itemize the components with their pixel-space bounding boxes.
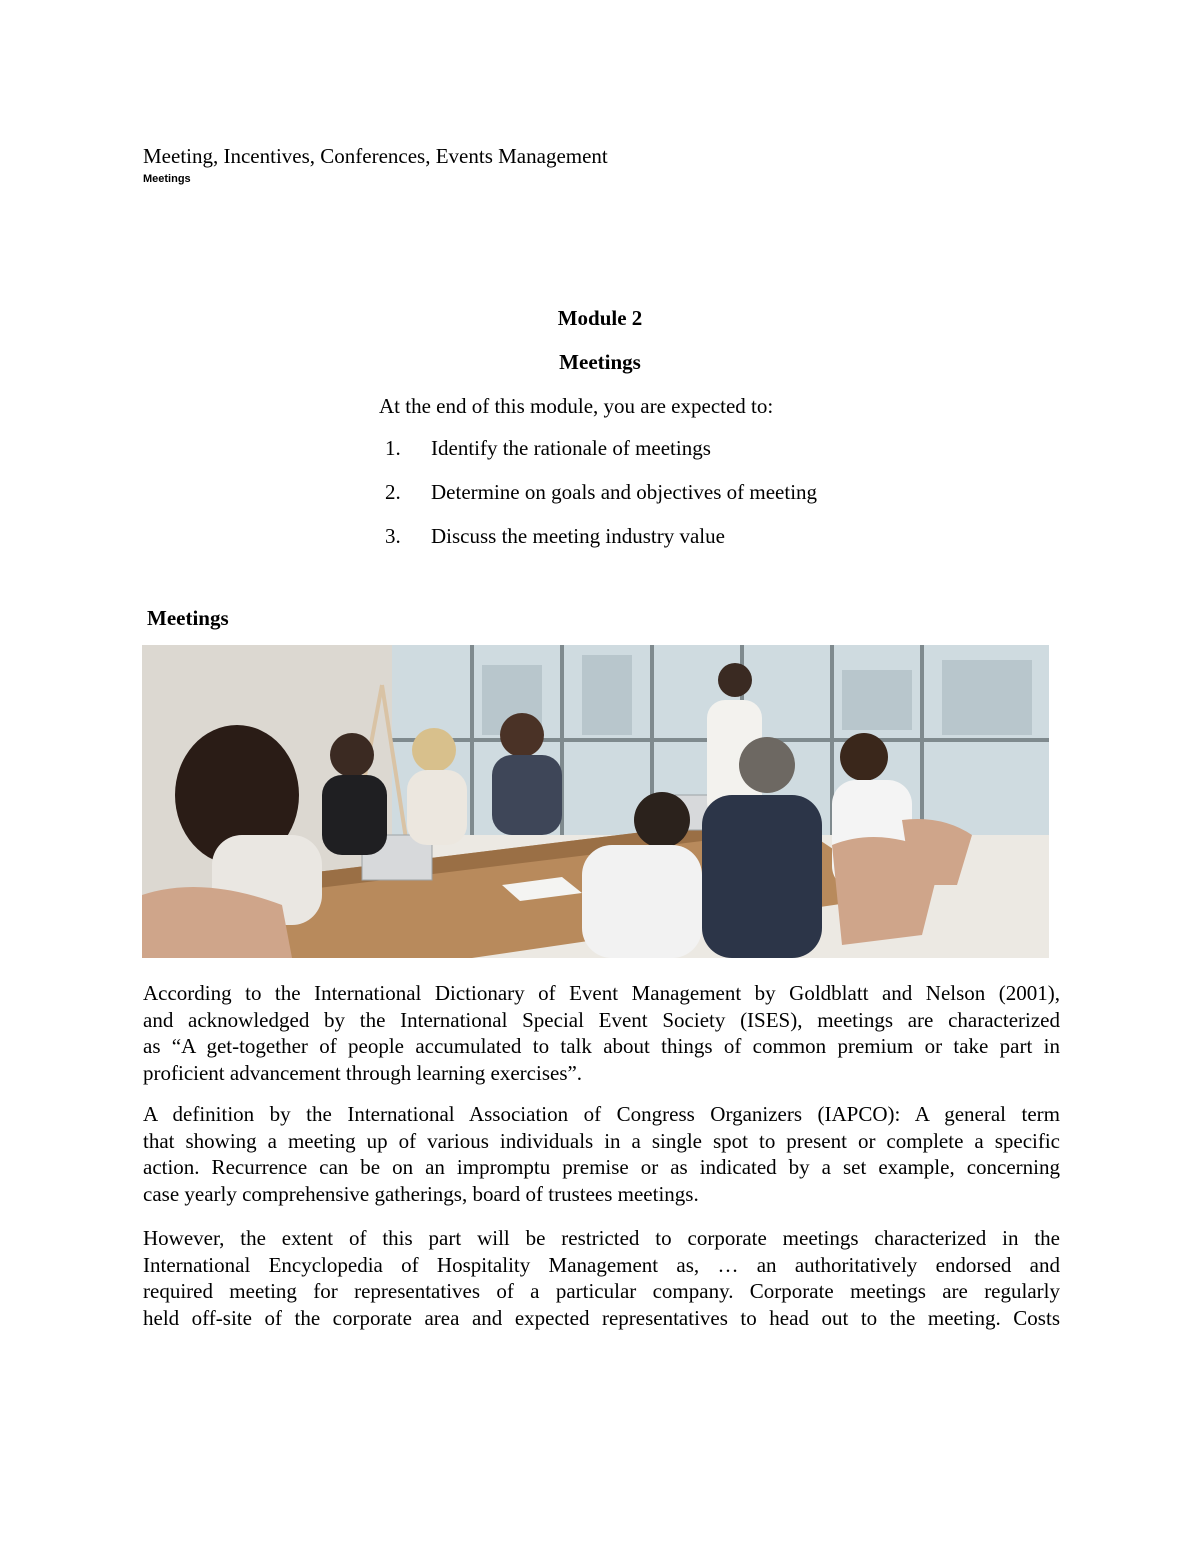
paragraph-definition-iapco xyxy=(143,1101,1060,1207)
text-line: proficient advancement through learning exercises”. xyxy=(143,1060,583,1085)
text-line: held off-site of the corporate area and expected representatives to head out to the meeting. Costs xyxy=(143,1305,1060,1330)
header-subtitle: Meetings xyxy=(143,173,191,185)
objectives-intro: At the end of this module, you are expected to: xyxy=(379,394,774,418)
objective-item xyxy=(385,479,817,523)
text-line: International Encyclopedia of Hospitality Management as, … an authoritatively endorsed and xyxy=(143,1252,1060,1277)
module-title: Meetings xyxy=(559,350,641,374)
objective-number: 3. xyxy=(385,524,401,548)
objective-number: 2. xyxy=(385,480,401,504)
text-line: as “A get-together of people accumulated to talk about things of common premium or take part in xyxy=(143,1034,1060,1058)
meeting-photo xyxy=(142,645,1049,958)
section-heading: Meetings xyxy=(147,606,229,630)
paragraph-corporate-meetings xyxy=(143,1225,1060,1331)
objective-item xyxy=(385,435,817,479)
text-line: required meeting for representatives of a particular company. Corporate meetings are regularly xyxy=(143,1279,1060,1303)
text-line: According to the International Dictionary of Event Management by Goldblatt and Nelson (2001), xyxy=(143,981,1060,1005)
objective-item xyxy=(385,523,817,567)
text-line: action. Recurrence can be on an impromptu premise or as indicated by a set example, concerning xyxy=(143,1155,1060,1179)
objectives-list xyxy=(385,435,817,567)
objective-number: 1. xyxy=(385,436,401,460)
objective-text: Discuss the meeting industry value xyxy=(431,524,725,548)
objective-text: Identify the rationale of meetings xyxy=(431,436,711,460)
text-line: case yearly comprehensive gatherings, board of trustees meetings. xyxy=(143,1181,699,1206)
paragraph-definition-goldblatt xyxy=(143,980,1060,1086)
text-line: A definition by the International Association of Congress Organizers (IAPCO): A general term xyxy=(143,1102,1060,1126)
module-number: Module 2 xyxy=(557,306,643,330)
text-line: However, the extent of this part will be restricted to corporate meetings characterized in the xyxy=(143,1226,1060,1250)
objective-text: Determine on goals and objectives of meeting xyxy=(431,480,818,504)
text-line: that showing a meeting up of various individuals in a single spot to present or complete a specific xyxy=(143,1128,1060,1153)
text-line: and acknowledged by the International Special Event Society (ISES), meetings are characterized xyxy=(143,1007,1060,1032)
header-title: Meeting, Incentives, Conferences, Events Management xyxy=(143,144,608,168)
